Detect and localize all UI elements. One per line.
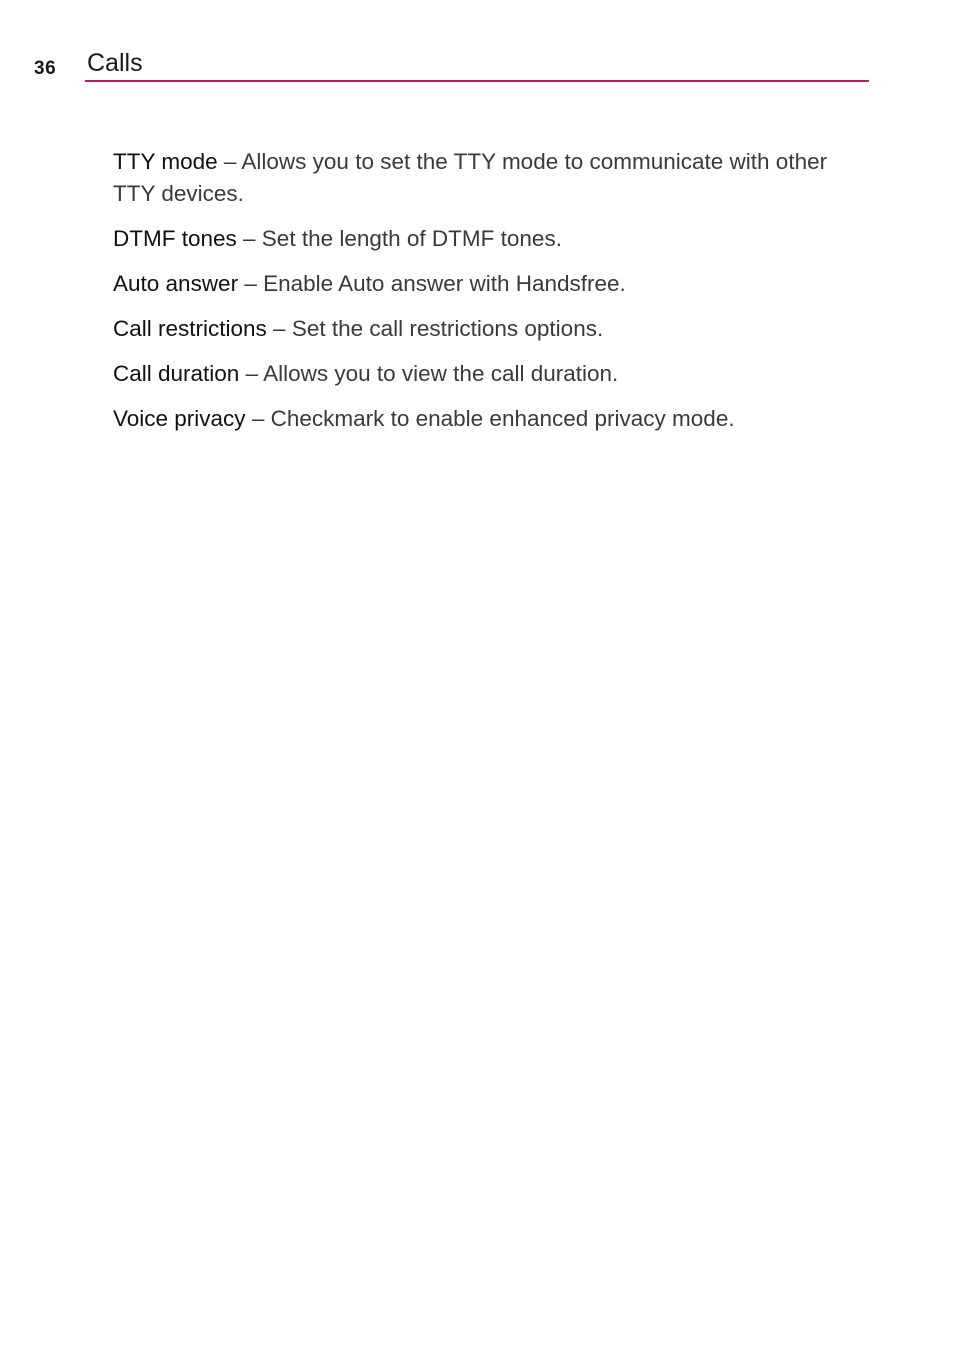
- entry-description: – Set the call restrictions options.: [266, 316, 604, 341]
- entry-term: Call restrictions: [113, 316, 267, 341]
- entry-description: – Enable Auto answer with Handsfree.: [238, 271, 626, 296]
- entry-voice-privacy: [113, 403, 833, 435]
- entry-term: Voice privacy: [113, 406, 246, 431]
- entry-description: – Allows you to view the call duration.: [239, 361, 619, 386]
- section-title: Calls: [87, 49, 143, 77]
- entry-description: – Allows you to set the TTY mode to communicate with other TTY devices.: [113, 149, 828, 206]
- header-divider: [85, 80, 869, 82]
- page-number: 36: [34, 58, 57, 79]
- entry-term: TTY mode: [113, 149, 218, 174]
- entry-tty-mode: [113, 146, 833, 210]
- entry-call-duration: [113, 358, 833, 390]
- entry-call-restrictions: [113, 313, 833, 345]
- entry-term: Call duration: [113, 361, 240, 386]
- entry-dtmf-tones: [113, 223, 833, 255]
- entry-term: Auto answer: [113, 271, 239, 296]
- entry-auto-answer: [113, 268, 833, 300]
- entry-term: DTMF tones: [113, 226, 237, 251]
- entry-description: – Set the length of DTMF tones.: [236, 226, 562, 251]
- settings-description-list: [113, 146, 833, 448]
- entry-description: – Checkmark to enable enhanced privacy mode.: [245, 406, 735, 431]
